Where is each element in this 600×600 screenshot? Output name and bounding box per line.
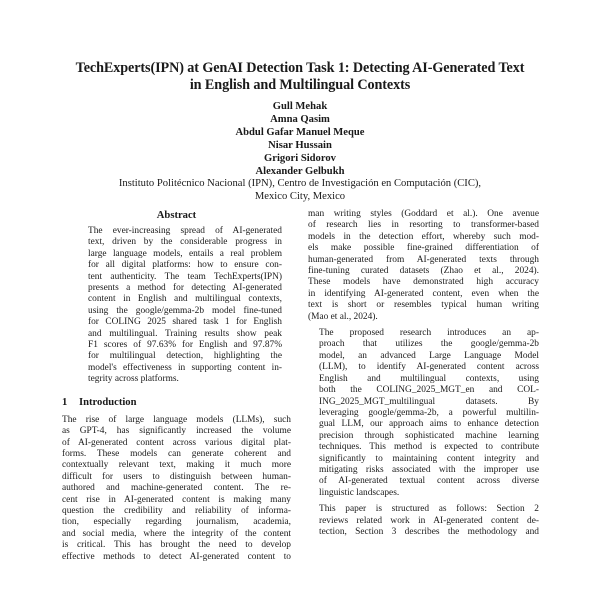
body-line: fine-tuning curated datasets (Zhao et al., 2024). [308,266,539,277]
body-line: both the COLING_2025_MGT_en and COL- [319,385,539,396]
abstract-line: text, driven by the considerable progress in [88,237,282,248]
abstract-line: F1 scores of 97.63% for English and 97.87% [88,340,282,351]
body-line: The rise of large language models (LLMs), such [62,414,291,425]
abstract-line: for COLING 2025 shared task 1 for English [88,317,282,328]
body-line: models in the detection effort, whereby such mod- [308,231,539,242]
body-line: mitigating risks associated with the improper use [319,464,539,475]
abstract-line: for all digital platforms: how to ensure con- [88,260,282,271]
body-line: of AI-generated content across various digital plat- [62,437,291,448]
intro-paragraph-structure [308,504,539,538]
section-number: 1 [62,396,68,408]
section-title: Introduction [79,396,137,408]
body-line: This paper is structured as follows: Section 2 [319,504,539,515]
left-column [62,209,291,563]
body-line: reviews related work in AI-generated content de- [319,515,539,526]
body-line: of AI-generated textual content across diverse [319,476,539,487]
body-line: linguistic landscapes. [319,487,400,498]
abstract-line: using the google/gemma-2b model fine-tuned [88,305,282,316]
body-line: The proposed research introduces an ap- [319,328,539,339]
body-line: as GPT-4, has significantly increased the volume [62,426,291,437]
body-line: English and multilingual contexts, using [319,373,539,384]
body-line: techniques. This method is expected to contribute [319,442,539,453]
body-line: is critical. This has brought the need to develop [62,540,291,551]
affiliation-line: Mexico City, Mexico [254,191,346,203]
intro-paragraph-continued [308,209,539,323]
abstract-line: tent authenticity. The team TechExperts(IPN) [88,271,282,282]
author-name: Grigori Sidorov [264,152,336,164]
right-column [308,209,539,538]
abstract-line: large language models, entails a real problem [88,248,282,259]
body-line: proach that utilizes the google/gemma-2b [319,339,539,350]
author-name: Amna Qasim [270,113,330,125]
intro-paragraph-1 [62,415,291,563]
author-name: Alexander Gelbukh [255,165,345,177]
abstract-heading: Abstract [156,210,197,221]
title-line: in English and Multilingual Contexts [189,77,411,93]
paper-header [40,60,560,204]
abstract-line: content in English and multilingual contexts, [88,294,282,305]
author-name: Nisar Hussain [268,139,332,151]
body-line: tion, especially regarding journalism, academia, [62,517,291,528]
body-line: model, an advanced Large Language Model [319,350,539,361]
body-line: forms. These models can generate coherent and [62,448,291,459]
body-line: text is short or resembles typical human writing [308,300,539,311]
abstract-line: and multilingual. Training results show peak [88,328,282,339]
paper-title [40,60,560,94]
body-line: contextually relevant text, making it much more [62,460,291,471]
section-heading-introduction [62,396,291,409]
abstract-line: The ever-increasing spread of AI-generated [88,226,282,236]
body-line: difficult for users to distinguish between human- [62,471,291,482]
body-line: ING_2025_MGT_multilingual datasets. By [319,396,539,407]
author-name: Abdul Gafar Manuel Meque [235,126,365,138]
abstract-line: model's effectiveness in supporting content in- [88,362,282,373]
abstract-line: presents a method for detecting AI-generated [88,283,282,294]
body-line: significantly to maintaining content integrity and [319,453,539,464]
body-line: tection, Section 3 describes the methodology and [319,526,539,537]
title-line: TechExperts(IPN) at GenAI Detection Task 1: Detecting AI-Generated Text [75,60,525,76]
abstract-body [88,226,282,386]
abstract-line: tegrity across platforms. [88,374,179,385]
author-list [40,101,560,204]
body-line: precision through sophisticated machine learning [319,430,539,441]
body-line: leveraging google/gemma-2b, a powerful multilin- [319,407,539,418]
body-line: man writing styles (Goddard et al.). One avenue [308,209,539,219]
abstract-line: for multilingual detection, highlighting the [88,351,282,362]
body-line: human-generated from AI-generated texts through [308,254,539,265]
body-line: in identifying AI-generated content, even when the [308,288,539,299]
body-line: of research lies in resorting to transformer-based [308,220,539,231]
body-line: and social media, where the integrity of the content [62,528,291,539]
body-line: (LLM), to identify AI-generated content across [319,362,539,373]
body-line: cent rise in AI-generated content is making many [62,494,291,505]
body-line: effective methods to detect AI-generated content to [62,551,291,562]
intro-paragraph-proposed-research [308,328,539,499]
affiliation-line: Instituto Politécnico Nacional (IPN), Centro de Investigación en Computación (CIC), [118,178,482,190]
author-name: Gull Mehak [272,101,328,112]
body-line: These models have demonstrated high accuracy [308,277,539,288]
body-line: question the credibility and reliability of informa- [62,505,291,516]
body-line: (Mao et al., 2024). [308,311,378,322]
body-line: gual LLM, our approach aims to enhance detection [319,419,539,430]
body-line: els make possible fine-grained differentiation of [308,243,539,254]
body-line: authored and machine-generated content. The re- [62,483,291,494]
